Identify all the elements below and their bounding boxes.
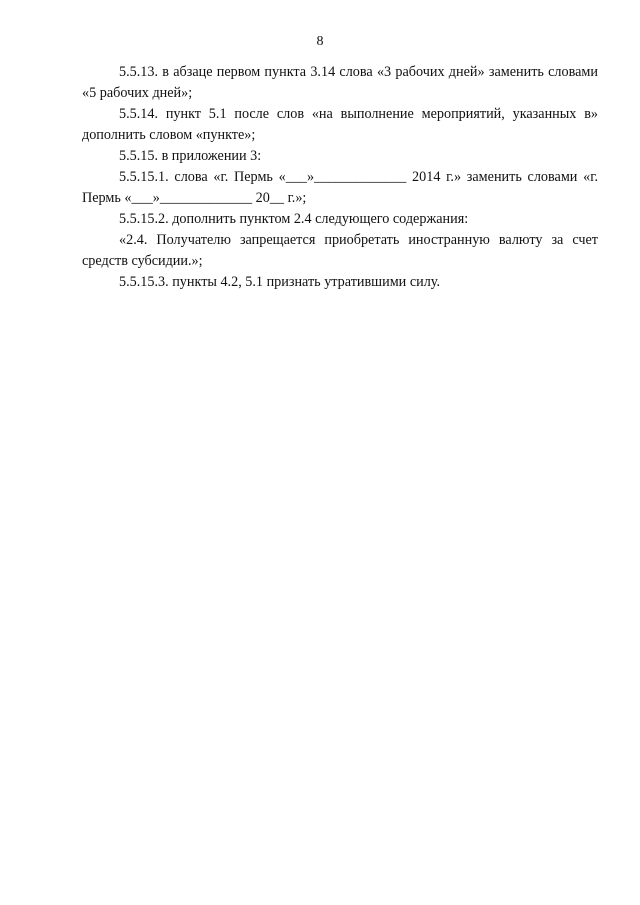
paragraph-5-5-15-1: 5.5.15.1. слова «г. Пермь «___»_____________ 2014 г.» заменить словами «г. Пермь «___»_____________ 20__ г.»; — [82, 169, 598, 206]
page-number: 8 — [316, 34, 324, 49]
document-body — [82, 62, 598, 293]
paragraph-5-5-13: 5.5.13. в абзаце первом пункта 3.14 слова «3 рабочих дней» заменить словами «5 рабочих дней»; — [82, 64, 598, 101]
paragraph-5-5-15-3: 5.5.15.3. пункты 4.2, 5.1 признать утратившими силу. — [119, 274, 441, 290]
quoted-clause-2-4: «2.4. Получателю запрещается приобретать иностранную валюту за счет средств субсидии.»; — [82, 232, 598, 269]
paragraph-5-5-14: 5.5.14. пункт 5.1 после слов «на выполнение мероприятий, указанных в» дополнить словом «пункте»; — [82, 106, 598, 143]
paragraph-5-5-15-2: 5.5.15.2. дополнить пунктом 2.4 следующего содержания: — [119, 211, 469, 227]
paragraph-5-5-15: 5.5.15. в приложении 3: — [119, 148, 262, 164]
